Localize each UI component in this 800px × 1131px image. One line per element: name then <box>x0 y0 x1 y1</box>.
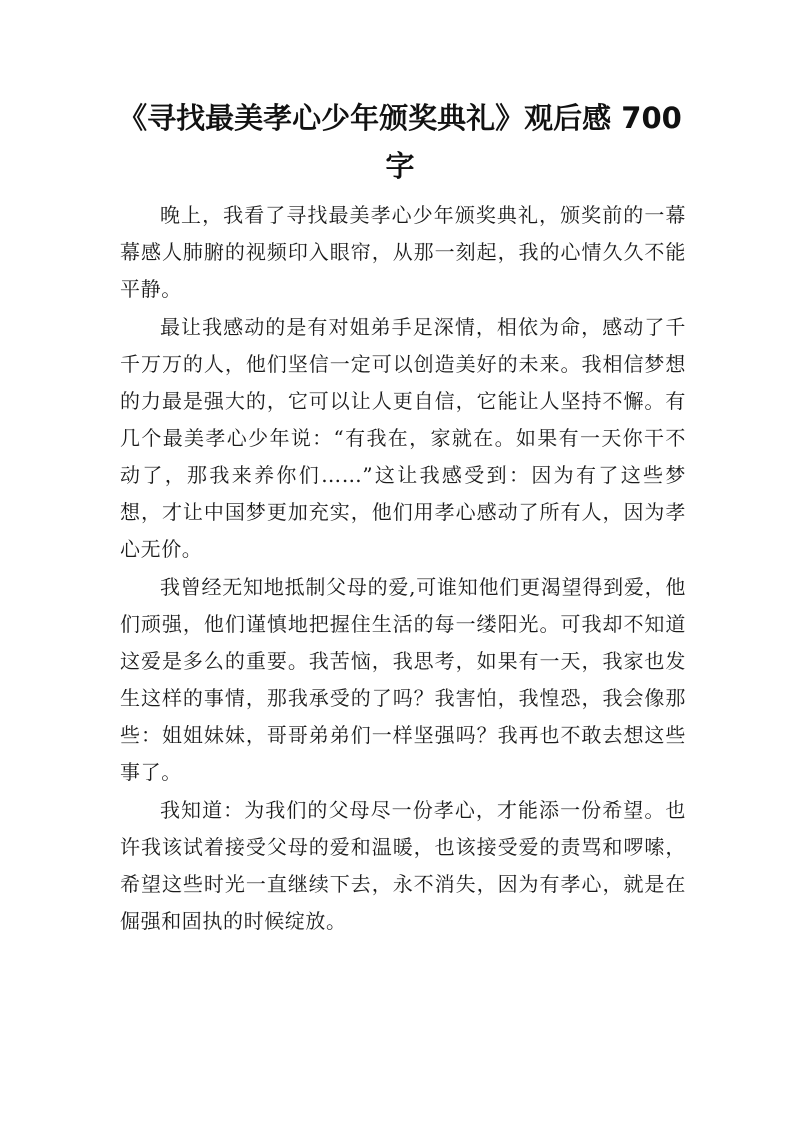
document-body <box>120 197 686 941</box>
document-title: 《寻找最美孝心少年颁奖典礼》观后感 700 字 <box>118 101 682 183</box>
paragraph-1: 晚上，我看了寻找最美孝心少年颁奖典礼，颁奖前的一幕幕感人肺腑的视频印入眼帘，从那一刻起，我的心情久久不能平静。 <box>120 203 686 301</box>
paragraph-2: 最让我感动的是有对姐弟手足深情，相依为命，感动了千千万万的人，他们坚信一定可以创造美好的未来。我相信梦想的力最是强大的，它可以让人更自信，它能让人坚持不懈。有几个最美孝心少年说：“有我在，家就在。如果有一天你干不动了，那我来养你们……”这让我感受到：因为有了这些梦想，才让中国梦更加充实，他们用孝心感动了所有人，因为孝心无价。 <box>120 315 686 561</box>
paragraph-4: 我知道：为我们的父母尽一份孝心，才能添一份希望。也许我该试着接受父母的爱和温暖，也该接受爱的责骂和啰嗦，希望这些时光一直继续下去，永不消失，因为有孝心，就是在倔强和固执的时候绽放。 <box>120 798 686 933</box>
paragraph-3: 我曾经无知地抵制父母的爱,可谁知他们更渴望得到爱，他们顽强，他们谨慎地把握住生活的每一缕阳光。可我却不知道这爱是多么的重要。我苦恼，我思考，如果有一天，我家也发生这样的事情，那我承受的了吗？我害怕，我惶恐，我会像那些：姐姐妹妹，哥哥弟弟们一样坚强吗？我再也不敢去想这些事了。 <box>120 575 686 784</box>
